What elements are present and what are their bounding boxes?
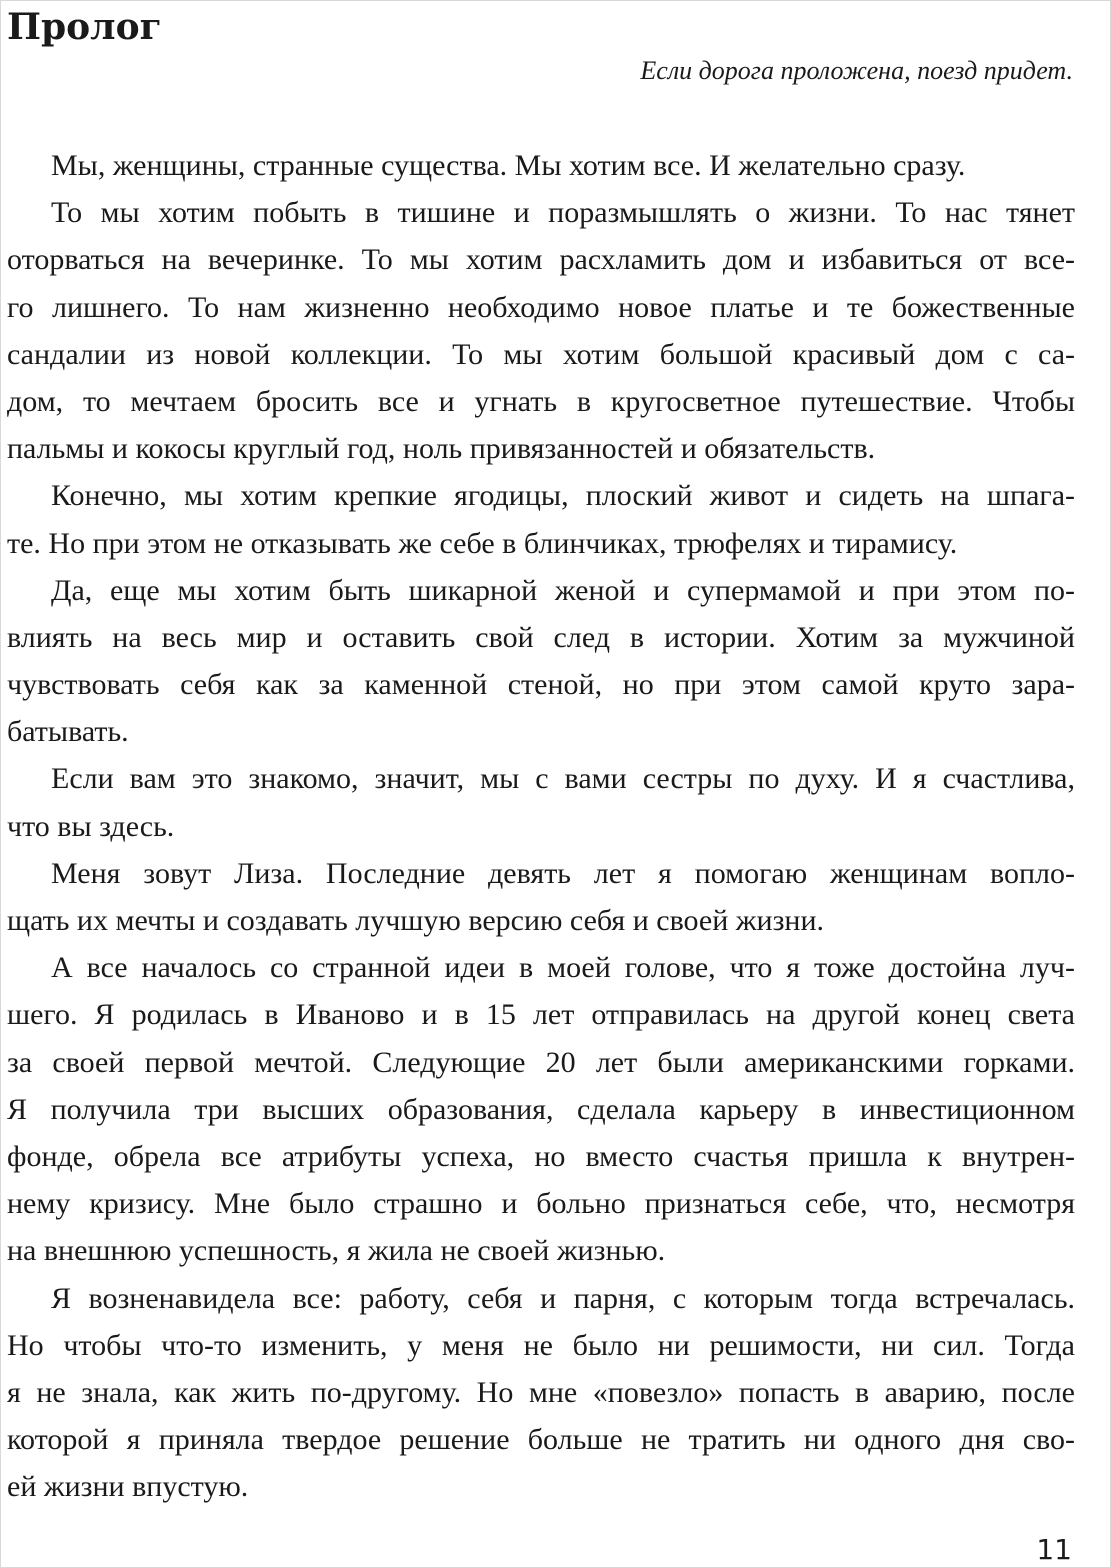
text-line: Меня зовут Лиза. Последние девять лет я помогаю женщинам вопло- <box>51 856 1075 890</box>
text-line: Мы, женщины, странные существа. Мы хотим все. И желательно сразу. <box>51 149 966 182</box>
epigraph: Если дорога проложена, поезд придет. <box>640 56 1073 85</box>
text-line: дом, то мечтаем бросить все и угнать в кругосветное путешествие. Чтобы <box>7 384 1075 418</box>
chapter-title: Пролог <box>7 6 162 48</box>
text-line: Я получила три высших образования, сделала карьеру в инвестиционном <box>7 1092 1075 1126</box>
paragraph <box>7 944 1075 1274</box>
text-line: сандалии из новой коллекции. То мы хотим большой красивый дом с са- <box>7 337 1075 371</box>
paragraph <box>7 1275 1075 1511</box>
text-line: Но чтобы что-то изменить, у меня не было ни решимости, ни сил. Тогда <box>7 1328 1075 1362</box>
body-text <box>7 142 1075 1510</box>
text-line: То мы хотим побыть в тишине и поразмышлять о жизни. То нас тянет <box>51 196 1075 230</box>
text-line: пальмы и кокосы круглый год, ноль привязанностей и обязательств. <box>7 432 876 466</box>
text-line: Если вам это знакомо, значит, мы с вами сестры по духу. И я счастлива, <box>51 762 1075 796</box>
text-line: на внешнюю успешность, я жила не своей жизнью. <box>7 1234 666 1268</box>
paragraph <box>7 472 1075 566</box>
text-line: батывать. <box>7 715 129 749</box>
text-line: влиять на весь мир и оставить свой след в истории. Хотим за мужчиной <box>7 620 1075 654</box>
text-line: Конечно, мы хотим крепкие ягодицы, плоский живот и сидеть на шпага- <box>51 479 1075 513</box>
text-line: нему кризису. Мне было страшно и больно признаться себе, что, несмотря <box>7 1187 1075 1221</box>
text-line: за своей первой мечтой. Следующие 20 лет были американскими горками. <box>7 1045 1075 1079</box>
text-line: фонде, обрела все атрибуты успеха, но вместо счастья пришла к внутрен- <box>7 1139 1075 1173</box>
paragraph <box>7 189 1075 472</box>
text-line: шего. Я родилась в Иваново и в 15 лет отправилась на другой конец света <box>7 998 1075 1032</box>
text-line: те. Но при этом не отказывать же себе в блинчиках, трюфелях и тирамису. <box>7 526 958 560</box>
text-line: Да, еще мы хотим быть шикарной женой и супермамой и при этом по- <box>51 573 1075 607</box>
text-line: что вы здесь. <box>7 809 175 843</box>
text-line: го лишнего. То нам жизненно необходимо новое платье и те божественные <box>7 290 1075 324</box>
paragraph <box>7 142 1075 189</box>
text-line: Я возненавидела все: работу, себя и парня, с которым тогда встречалась. <box>51 1281 1075 1315</box>
text-line: оторваться на вечеринке. То мы хотим расхламить дом и избавиться от все- <box>7 243 1075 277</box>
paragraph <box>7 755 1075 849</box>
text-line: щать их мечты и создавать лучшую версию себя и своей жизни. <box>7 904 825 937</box>
text-line: А все началось со странной идеи в моей голове, что я тоже достойна луч- <box>51 951 1075 985</box>
text-line: я не знала, как жить по-другому. Но мне «повезло» попасть в аварию, после <box>7 1375 1075 1409</box>
text-line: ей жизни впустую. <box>7 1470 249 1504</box>
text-line: которой я приняла твердое решение больше не тратить ни одного дня сво- <box>7 1423 1075 1457</box>
paragraph <box>7 567 1075 756</box>
page-number: 11 <box>1036 1533 1072 1566</box>
paragraph <box>7 850 1075 944</box>
text-line: чувствовать себя как за каменной стеной, но при этом самой круто зара- <box>7 668 1075 702</box>
